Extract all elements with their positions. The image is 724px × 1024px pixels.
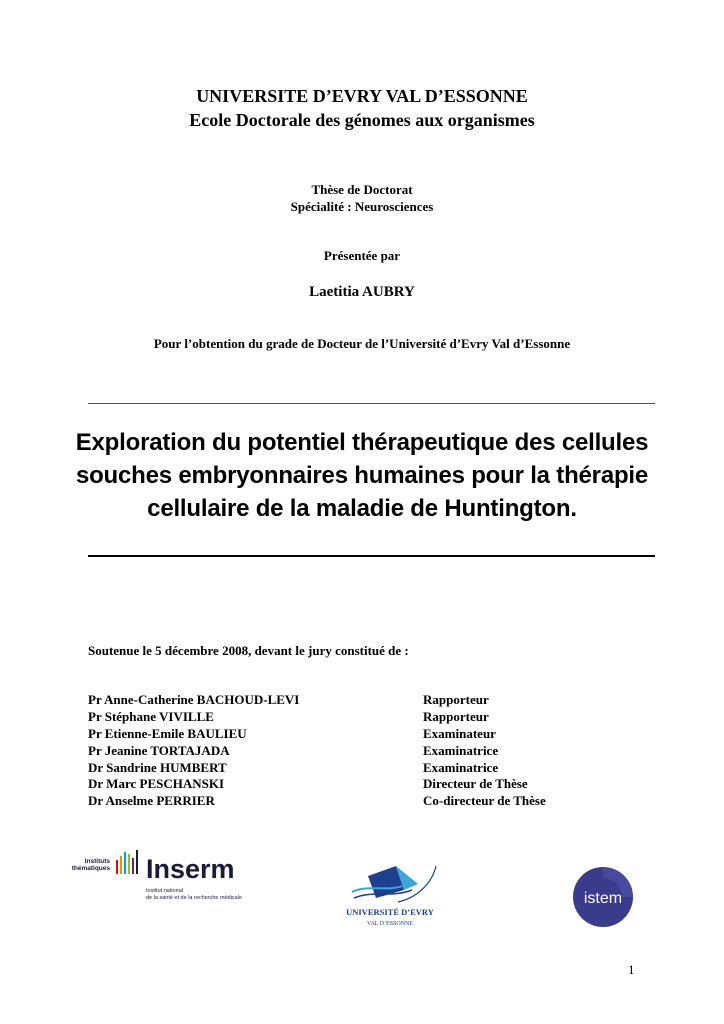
evry-university-logo	[338, 862, 442, 932]
jury-member-role: Rapporteur	[423, 692, 489, 707]
jury-member	[88, 692, 608, 709]
jury-member-role: Examinateur	[423, 725, 496, 741]
jury-member	[88, 760, 608, 777]
jury-member	[88, 793, 608, 810]
istem-logo-text: istem	[583, 890, 623, 907]
evry-logo-name: UNIVERSITÉ D’EVRY	[346, 907, 434, 917]
jury-member-name: Pr Stéphane VIVILLE	[88, 708, 214, 724]
doctoral-school: Ecole Doctorale des génomes aux organismes	[189, 110, 535, 130]
istem-logo	[572, 866, 634, 928]
jury-member-role: Rapporteur	[423, 708, 489, 724]
thesis-title-line: Exploration du potentiel thérapeutique des cellules	[75, 429, 649, 456]
thesis-title	[60, 426, 664, 525]
jury-member-name: Dr Anselme PERRIER	[88, 793, 215, 809]
jury-member	[88, 776, 608, 793]
jury-member-name: Pr Anne-Catherine BACHOUD-LEVI	[88, 692, 300, 707]
inserm-color-bar	[136, 850, 138, 874]
jury-member-role: Co-directeur de Thèse	[423, 793, 546, 809]
inserm-thematiques-text: thématiques	[71, 865, 110, 872]
jury-member	[88, 726, 608, 743]
inserm-color-bar	[124, 852, 126, 874]
inserm-wordmark: Inserm	[146, 854, 235, 884]
jury-member-role: Examinatrice	[423, 759, 499, 775]
jury-member-name: Dr Sandrine HUMBERT	[88, 759, 227, 775]
inserm-subtitle-line2: de la santé et de la recherche médicale	[146, 895, 243, 901]
inserm-color-bar	[120, 856, 122, 874]
presented-by: Présentée par	[323, 248, 401, 263]
jury-member-name: Pr Jeanine TORTAJADA	[88, 742, 230, 758]
inserm-subtitle-line1: Institut national	[146, 888, 183, 894]
jury-list	[88, 692, 608, 810]
inserm-color-bar	[116, 860, 118, 874]
top-divider	[88, 403, 655, 404]
speciality: Spécialité : Neurosciences	[290, 199, 434, 214]
degree-purpose: Pour l’obtention du grade de Docteur de l’Université d’Evry Val d’Essonne	[153, 336, 571, 351]
author-name: Laetitia AUBRY	[309, 284, 415, 300]
defense-statement: Soutenue le 5 décembre 2008, devant le jury constitué de :	[88, 643, 409, 658]
inserm-logo	[71, 850, 280, 910]
inserm-color-bar	[132, 858, 134, 874]
jury-member-name: Dr Marc PESCHANSKI	[88, 776, 225, 792]
thesis-type: Thèse de Doctorat	[311, 182, 413, 197]
thesis-title-line: souches embryonnaires humaines pour la thérapie	[75, 462, 649, 489]
jury-member	[88, 709, 608, 726]
inserm-color-bars	[116, 850, 138, 874]
inserm-color-bar	[128, 854, 130, 874]
evry-logo-subname: VAL D’ESSONNE	[366, 921, 414, 927]
jury-member-role: Directeur de Thèse	[423, 776, 528, 792]
inserm-instituts-text: Instituts	[84, 858, 110, 865]
jury-member-role: Examinatrice	[423, 742, 499, 758]
page-number: 1	[628, 962, 635, 977]
jury-member	[88, 743, 608, 760]
university-name: UNIVERSITE D’EVRY VAL D’ESSONNE	[196, 86, 528, 106]
thesis-title-line: cellulaire de la maladie de Huntington.	[147, 495, 577, 522]
bottom-divider	[88, 555, 655, 557]
jury-member-name: Pr Etienne-Emile BAULIEU	[88, 725, 247, 741]
